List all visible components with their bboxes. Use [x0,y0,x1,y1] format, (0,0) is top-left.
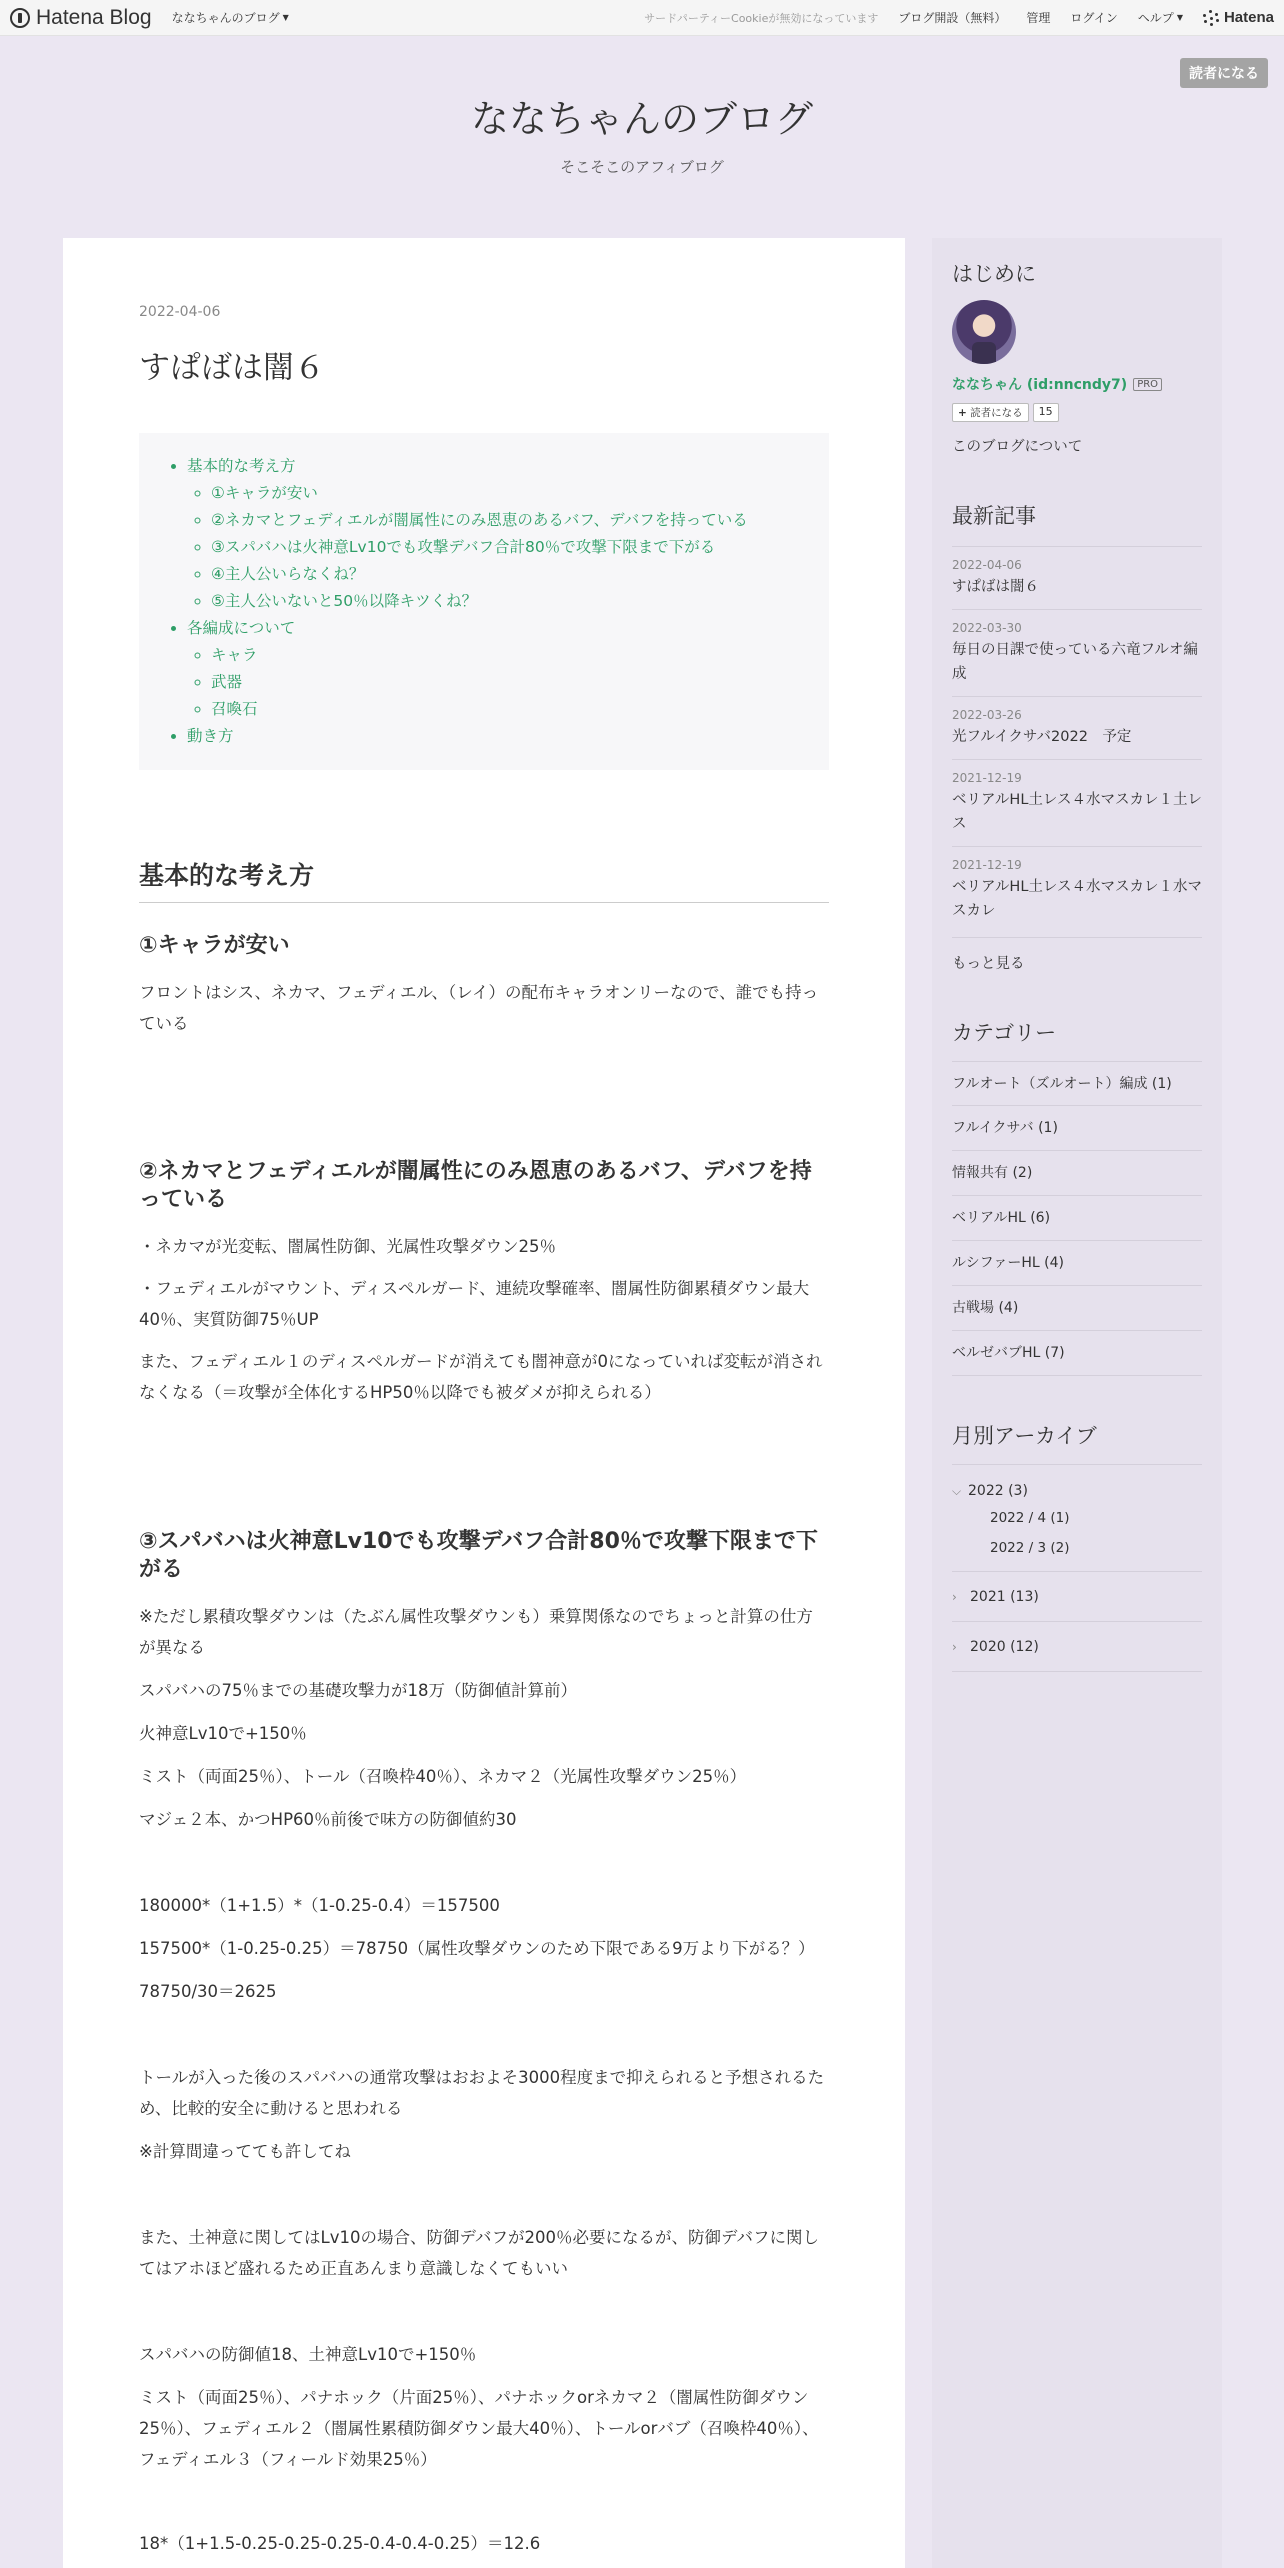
archive-month-link[interactable]: 2022 / 3 (2) [990,1540,1070,1556]
archive-year-toggle[interactable] [952,1572,1202,1622]
hatena-brand-label: Hatena [1223,9,1274,26]
subsection-heading: ②ネカマとフェディエルが闇属性にのみ恩恵のあるバフ、デバフを持っている [139,1159,812,1212]
toc-item[interactable]: 各編成について [187,619,296,637]
login-link[interactable]: ログイン [1070,11,1118,25]
toc-subitem[interactable]: ④主人公いらなくね？ [211,565,365,583]
recent-entry-date: 2021-12-19 [952,771,1022,785]
blog-selector[interactable] [172,9,289,26]
sidebar-module-categories [952,1017,1202,1376]
hatena-dots-icon [1203,10,1219,26]
hatena-brand-link[interactable] [1203,9,1274,26]
paragraph: マジェ２本、かつHP60％前後で味方の防御値約30 [139,1810,517,1829]
hatena-blog-logo[interactable] [10,6,152,30]
recent-entry-date: 2022-04-06 [952,558,1022,572]
about-link[interactable]: このブログについて [952,439,1083,455]
category-link[interactable]: フルイクサバ (1) [952,1106,1202,1151]
archive-year-link[interactable]: 2020 (12) [970,1638,1039,1655]
toc-item[interactable]: 動き方 [187,727,234,745]
blog-selector-label: ななちゃんのブログ [171,11,280,25]
archive-year-link[interactable]: 2022 (3) [968,1483,1028,1499]
recent-entry-date: 2022-03-30 [952,621,1022,635]
subsection-heading: ③スパバハは火神意Lv10でも攻撃デバフ合計80％で攻撃下限まで下がる [139,1529,818,1582]
toc-subitem[interactable]: 武器 [211,673,243,691]
toc-subitem[interactable]: ⑤主人公いないと50％以降キツくね？ [211,592,478,610]
caret-down-icon: ▼ [282,13,289,22]
subsection-heading: ①キャラが安い [139,933,290,958]
toc-subitem[interactable]: 召喚石 [211,700,258,718]
open-blog-link[interactable]: ブログ開設（無料） [898,11,1007,25]
paragraph: トールが入った後のスパバハの通常攻撃はおおよそ3000程度まで抑えられると予想されるため、比較的安全に動けると思われる [139,2068,825,2118]
main-content [63,238,905,2568]
paragraph: また、フェディエル１のディスペルガードが消えても闇神意が0になっていれば変転が消されなくなる（＝攻撃が全体化するHP50％以降でも被ダメが抑えられる） [139,1352,823,1402]
toc-subitem[interactable]: ③スパバハは火神意Lv10でも攻撃デバフ合計80％で攻撃下限まで下がる [211,538,716,556]
archive-year-group [952,1464,1202,1572]
recent-entry-title[interactable]: ベリアルHL土レス４水マスカレ１水マスカレ [952,879,1202,919]
article [139,304,829,770]
pro-badge: PRO [1133,378,1162,391]
category-link[interactable]: 情報共有 (2) [952,1151,1202,1196]
paragraph: 78750/30＝2625 [139,1982,277,2001]
entry-title[interactable]: すぱばは闇６ [139,350,325,386]
avatar[interactable] [952,300,1016,364]
paragraph: また、土神意に関してはLv10の場合、防御デバフが200％必要になるが、防御デバフに関してはアホほど盛れるため正直あんまり意識しなくてもいい [139,2228,819,2278]
subscribe-button[interactable]: 読者になる [1180,58,1268,88]
toc-item[interactable]: 基本的な考え方 [187,457,296,475]
sidebar-module-archive [952,1420,1202,1672]
recent-entry-date: 2021-12-19 [952,858,1022,872]
toc-subitem[interactable]: キャラ [211,646,258,664]
archive-year-toggle[interactable] [952,1622,1202,1672]
help-menu[interactable] [1138,9,1183,26]
chevron-down-icon: ⌵ [952,1483,962,1498]
paragraph: ・フェディエルがマウント、ディスペルガード、連続攻撃確率、闇属性防御累積ダウン最大40％、実質防御75％UP [139,1279,810,1329]
help-label: ヘルプ [1137,11,1174,25]
plus-icon: + [958,407,967,419]
paragraph: ※計算間違ってても許してね [139,2142,351,2161]
cookie-notice: サードパーティーCookieが無効になっています [644,11,879,25]
paragraph: フロントはシス、ネカマ、フェディエル、（レイ）の配布キャラオンリーなので、誰でも持っている [139,983,819,1033]
paragraph: 157500*（1-0.25-0.25）＝78750（属性攻撃ダウンのため下限である9万より下がる？） [139,1939,815,1958]
blog-title[interactable]: ななちゃんのブログ [470,97,813,141]
recent-entry[interactable] [952,609,1202,696]
category-link[interactable]: 古戦場 (4) [952,1286,1202,1331]
category-link[interactable]: ベリアルHL (6) [952,1196,1202,1241]
paragraph: スパバハの防御値18、土神意Lv10で+150％ [139,2345,477,2364]
category-link[interactable]: ベルゼバブHL (7) [952,1331,1202,1376]
table-of-contents [139,433,829,770]
recent-entry[interactable] [952,696,1202,759]
recent-entry[interactable] [952,546,1202,609]
logo-text: Hatena Blog [36,5,152,29]
more-link[interactable]: もっと見る [952,937,1202,973]
category-link[interactable]: ルシファーHL (4) [952,1241,1202,1286]
module-title: はじめに [952,262,1036,286]
paragraph: ※ただし累積攻撃ダウンは（たぶん属性攻撃ダウンも）乗算関係なのでちょっと計算の仕方が異なる [139,1607,813,1657]
paragraph: スパバハの75％までの基礎攻撃力が18万（防御値計算前） [139,1681,577,1700]
recent-entry-title[interactable]: 光フルイクサバ2022 予定 [952,729,1132,745]
recent-entry[interactable] [952,846,1202,933]
recent-entry[interactable] [952,759,1202,846]
paragraph: 火神意Lv10で+150％ [139,1724,307,1743]
recent-entry-date: 2022-03-26 [952,708,1022,722]
archive-year-link[interactable]: 2021 (13) [970,1588,1039,1605]
entry-date[interactable]: 2022-04-06 [139,304,221,320]
category-link[interactable]: フルオート（ズルオート）編成 (1) [952,1061,1202,1106]
sidebar-module-recent [952,500,1202,973]
paragraph: ミスト（両面25％）、トール（召喚枠40％）、ネカマ２（光属性攻撃ダウン25％） [139,1767,747,1786]
module-title: 最新記事 [952,504,1036,528]
hatena-blog-logo-icon [10,8,30,28]
recent-entry-title[interactable]: すぱばは闇６ [952,579,1039,595]
sidebar-subscribe-label: 読者になる [970,407,1023,419]
chevron-right-icon: › [952,1639,957,1654]
module-title: 月別アーカイブ [952,1424,1097,1448]
admin-link[interactable]: 管理 [1026,11,1051,25]
blog-description: そこそこのアフィブログ [560,158,724,176]
paragraph: 180000*（1+1.5）*（1-0.25-0.4）＝157500 [139,1896,500,1915]
toc-subitem[interactable]: ②ネカマとフェディエルが闇属性にのみ恩恵のあるバフ、デバフを持っている [211,511,748,529]
chevron-right-icon: › [952,1589,957,1604]
hatena-topbar [0,0,1284,36]
archive-year-toggle[interactable] [952,1479,1202,1503]
sidebar-module-intro [952,258,1202,456]
module-title: カテゴリー [952,1021,1057,1045]
recent-entry-title[interactable]: ベリアルHL土レス４水マスカレ１土レス [952,792,1202,832]
paragraph: ミスト（両面25％）、パナホック（片面25％）、パナホックorネカマ２（闇属性防御ダウン25％）、フェディエル２（闇属性累積防御ダウン最大40％）、トールorバブ（召喚枠40％）、フェディエル３（フィールド効果25％） [139,2388,819,2469]
archive-month-link[interactable]: 2022 / 4 (1) [990,1510,1070,1526]
toc-subitem[interactable]: ①キャラが安い [211,484,318,502]
section-heading: 基本的な考え方 [139,856,829,903]
sidebar [932,238,1222,2568]
sidebar-subscribe-button[interactable] [952,403,1029,422]
author-link[interactable]: ななちゃん (id:nncndy7) [952,377,1128,393]
paragraph: ・ネカマが光変転、闇属性防御、光属性攻撃ダウン25％ [139,1237,556,1256]
paragraph: 18*（1+1.5-0.25-0.25-0.25-0.4-0.4-0.25）＝12.6 [139,2534,541,2553]
recent-entry-title[interactable]: 毎日の日課で使っている六竜フルオ編成 [952,642,1198,682]
subscriber-count[interactable]: 15 [1033,403,1059,422]
caret-down-icon: ▼ [1176,13,1183,22]
topbar-right [644,9,1274,26]
